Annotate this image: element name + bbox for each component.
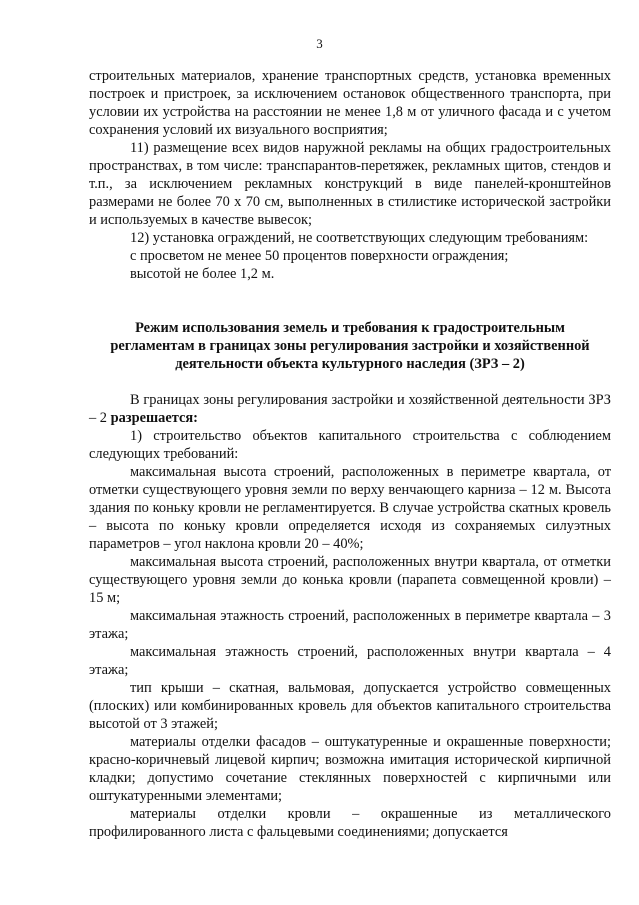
paragraph-requirement-2: высотой не более 1,2 м. bbox=[130, 266, 275, 282]
paragraph-list-item: тип крыши – скатная, вальмовая, допускается устройство совмещенных (плоских) или комбинированных кровель для объектов капитального строительства высотой от 3 этажей; bbox=[89, 680, 611, 732]
paragraph-list-item: 1) строительство объектов капитального строительства с соблюдением следующих требований: bbox=[89, 428, 611, 462]
intro-text: В границах зоны регулирования застройки и хозяйственной деятельности ЗРЗ – 2 bbox=[89, 392, 611, 426]
paragraph-list-item: максимальная этажность строений, расположенных внутри квартала – 4 этажа; bbox=[89, 644, 611, 678]
paragraph-list-item: максимальная высота строений, расположенных в периметре квартала, от отметки существующего уровня земли по верху венчающего карниза – 12 м. Высота здания по коньку кровли не регламентируется. В случае устройства скатных кровель – высота по коньку кровли определяется исходя из сохраняемых силуэтных параметров – угол наклона кровли 20 – 40%; bbox=[89, 464, 611, 552]
paragraph-continuation: строительных материалов, хранение транспортных средств, установка временных построек и пристроек, за исключением остановок общественного транспорта, при условии их устройства на расстоянии не менее 1,8 м от уличного фасада и с учетом сохранения условий их визуального восприятия; bbox=[89, 68, 611, 138]
intro-bold: разрешается: bbox=[110, 410, 198, 426]
paragraph-intro bbox=[89, 391, 611, 427]
paragraph-list-item: максимальная этажность строений, расположенных в периметре квартала – 3 этажа; bbox=[89, 608, 611, 642]
paragraph-requirement-1: с просветом не менее 50 процентов поверхности ограждения; bbox=[130, 248, 509, 264]
page-content bbox=[89, 67, 611, 841]
paragraph-item-11: 11) размещение всех видов наружной рекламы на общих градостроительных пространствах, в том числе: транспарантов-перетяжек, рекламных щитов, стендов и т.п., за исключением рекламных конструкций в виде панелей-кронштейнов размерами не более 70 х 70 см, выполненных в стилистике исторической застройки и используемых в качестве вывесок; bbox=[89, 140, 611, 228]
paragraph-list-item: максимальная высота строений, расположенных внутри квартала, от отметки существующего уровня земли до конька кровли (парапета совмещенной кровли) – 15 м; bbox=[89, 554, 611, 606]
paragraph-list-item: материалы отделки фасадов – оштукатуренные и окрашенные поверхности; красно-коричневый лицевой кирпич; возможна имитация исторической кирпичной кладки; допустимо сочетание стеклянных поверхностей с кирпичными или оштукатуренными элементами; bbox=[89, 734, 611, 804]
paragraph-list-item: материалы отделки кровли – окрашенные из металлического профилированного листа с фальцевыми соединениями; допускается bbox=[89, 806, 611, 840]
section-heading: Режим использования земель и требования к градостроительным регламентам в границах зоны регулирования застройки и хозяйственной деятельности объекта культурного наследия (ЗРЗ – 2) bbox=[110, 320, 590, 372]
paragraph-item-12: 12) установка ограждений, не соответствующих следующим требованиям: bbox=[130, 230, 589, 246]
page-number: 3 bbox=[316, 36, 323, 51]
